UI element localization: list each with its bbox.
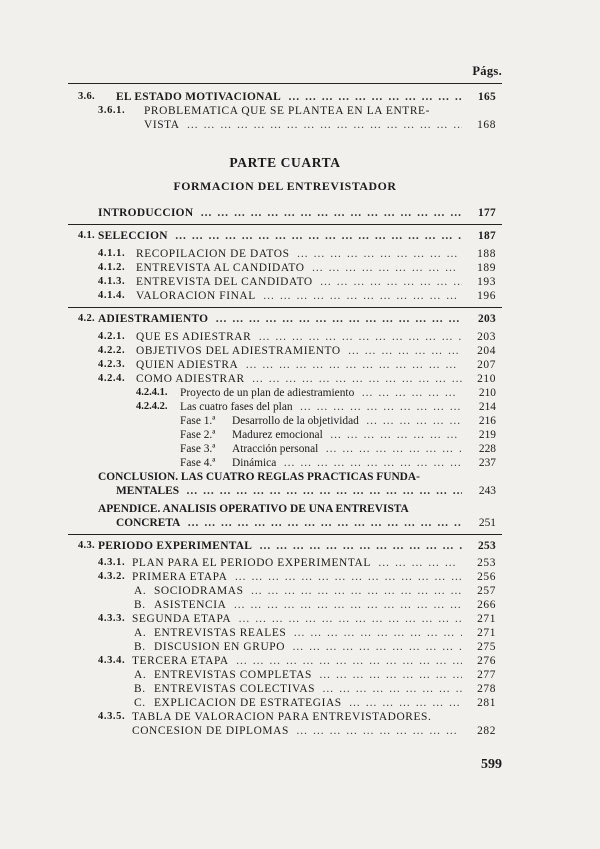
entry-page: 251 [478,517,496,529]
phase-label: Fase 1.ª [180,415,216,427]
entry-page: 243 [478,485,496,497]
toc-entry-4-2-4 [68,372,502,386]
toc-entry-4-3-4-b [68,682,502,696]
entry-letter: B. [134,683,146,695]
toc-entry-fase-2 [68,428,502,442]
entry-page: 277 [477,669,496,681]
entry-number: 4.1. [78,230,95,241]
entry-letter: C. [134,697,146,709]
toc-entry-4-1-3 [68,275,502,289]
entry-title: ENTREVISTA AL CANDIDATO [136,262,308,274]
entry-title: TERCERA ETAPA [132,655,232,667]
part-subtitle: FORMACION DEL ENTREVISTADOR [173,179,397,193]
entry-title-line2: CONCRETA [116,517,183,529]
entry-title-line1: APENDICE. ANALISIS OPERATIVO DE UNA ENTREVISTA [98,503,409,515]
toc-entry-4-2 [68,312,502,326]
entry-page: 196 [477,290,496,302]
entry-title-line1: CONCLUSION. LAS CUATRO REGLAS PRACTICAS FUNDA- [98,471,420,483]
entry-number: 3.6.1. [98,105,126,116]
entry-number: 4.2.4.2. [136,401,168,412]
entry-title: EL ESTADO MOTIVACIONAL [116,91,284,103]
page-number: 599 [481,757,502,772]
toc-entry-4-2-3 [68,358,502,372]
entry-title: COMO ADIESTRAR [136,373,248,385]
entry-page: 187 [478,230,496,242]
entry-letter: A. [134,669,147,681]
toc-entry-3-6 [68,90,502,104]
entry-page: 177 [478,207,496,219]
entry-number: 4.2.4. [98,373,126,384]
entry-title: SELECCION [98,230,171,242]
entry-page: 228 [478,443,496,455]
toc-entry-4-3-4 [68,654,502,668]
header-rule [68,83,502,84]
entry-page: 203 [478,313,496,325]
toc-entry-4-3-5 [68,710,502,724]
toc-entry-intro [68,206,502,220]
pags-label: Págs. [472,64,502,78]
entry-page: 271 [477,627,496,639]
toc-entry-4-3 [68,539,502,553]
toc-entry-4-3-2 [68,570,502,584]
entry-title-line1: PROBLEMATICA QUE SE PLANTEA EN LA ENTRE- [144,105,430,117]
toc-entry-4-3-3-b [68,640,502,654]
entry-title: Madurez emocional [232,429,326,441]
entry-title-line1: TABLA DE VALORACION PARA ENTREVISTADORES. [132,711,432,723]
toc-entry-apendice [68,502,502,516]
phase-label: Fase 2.ª [180,429,216,441]
toc-entry-4-2-1 [68,330,502,344]
entry-page: 256 [477,571,496,583]
toc-entry-3-6-1 [68,104,502,118]
entry-number: 4.3.2. [98,571,126,582]
entry-letter: A. [134,585,147,597]
entry-page: 271 [477,613,496,625]
entry-page: 237 [478,457,496,469]
entry-title: Desarrollo de la objetividad [232,415,362,427]
entry-title-line2: MENTALES [116,485,182,497]
entry-number: 4.1.3. [98,276,126,287]
toc-entry-4-3-5-cont [68,724,502,738]
toc-entry-4-1-1 [68,247,502,261]
entry-title: QUIEN ADIESTRA [136,359,241,371]
entry-number: 4.3.1. [98,557,126,568]
entry-title: DISCUSION EN GRUPO [154,641,288,653]
entry-title: SOCIODRAMAS [154,585,247,597]
toc-entry-4-1 [68,229,502,243]
entry-page: 189 [477,262,496,274]
entry-number: 4.3. [78,540,95,551]
entry-letter: B. [134,641,146,653]
entry-page: 210 [478,387,496,399]
entry-page: 219 [478,429,496,441]
toc-entry-4-3-4-a [68,668,502,682]
entry-number: 4.2.3. [98,359,126,370]
entry-title: ENTREVISTAS COLECTIVAS [154,683,318,695]
entry-number: 4.3.5. [98,711,126,722]
entry-page: 216 [478,415,496,427]
entry-title: QUE ES ADIESTRAR [136,331,254,343]
entry-page: 204 [477,345,496,357]
toc-entry-conclusion [68,470,502,484]
entry-title: Dinámica [232,457,279,469]
toc-entry-4-2-4-2 [68,400,502,414]
entry-title-line2: CONCESION DE DIPLOMAS [132,725,292,737]
entry-number: 4.2.4.1. [136,387,168,398]
entry-number: 3.6. [78,91,95,102]
entry-page: 257 [477,585,496,597]
entry-title: RECOPILACION DE DATOS [136,248,293,260]
entry-title: ADIESTRAMIENTO [98,313,211,325]
toc-entry-3-6-1-cont [68,118,502,132]
entry-page: 203 [477,331,496,343]
toc-entry-4-1-4 [68,289,502,303]
entry-number: 4.2.2. [98,345,126,356]
entry-page: 168 [477,119,496,131]
divider [68,307,502,308]
entry-title: Atracción personal [232,443,321,455]
entry-title: OBJETIVOS DEL ADIESTRAMIENTO [136,345,344,357]
part-title: PARTE CUARTA [229,155,341,170]
entry-title: PLAN PARA EL PERIODO EXPERIMENTAL [132,557,374,569]
toc-entry-fase-3 [68,442,502,456]
entry-page: 278 [477,683,496,695]
entry-title: ENTREVISTA DEL CANDIDATO [136,276,316,288]
entry-number: 4.2.1. [98,331,126,342]
phase-label: Fase 3.ª [180,443,216,455]
entry-title: INTRODUCCION [98,207,196,219]
entry-page: 193 [477,276,496,288]
entry-letter: A. [134,627,147,639]
entry-title: EXPLICACION DE ESTRATEGIAS [154,697,345,709]
toc-entry-4-3-2-a [68,584,502,598]
entry-number: 4.1.4. [98,290,126,301]
divider [68,534,502,535]
entry-page: 165 [478,91,496,103]
toc-entry-4-2-4-1 [68,386,502,400]
entry-page: 266 [477,599,496,611]
entry-title: PERIODO EXPERIMENTAL [98,540,255,552]
entry-title: Las cuatro fases del plan [180,401,296,413]
entry-page: 210 [477,373,496,385]
entry-title: SEGUNDA ETAPA [132,613,234,625]
toc-entry-fase-1 [68,414,502,428]
toc-entry-4-3-2-b [68,598,502,612]
entry-page: 281 [477,697,496,709]
entry-page: 253 [477,557,496,569]
toc-entry-4-3-3-a [68,626,502,640]
toc-entry-4-1-2 [68,261,502,275]
toc-entry-4-3-1 [68,556,502,570]
divider [68,224,502,225]
toc-entry-4-2-2 [68,344,502,358]
entry-title: Proyecto de un plan de adiestramiento [180,387,357,399]
entry-title: PRIMERA ETAPA [132,571,230,583]
entry-page: 188 [477,248,496,260]
entry-letter: B. [134,599,146,611]
phase-label: Fase 4.ª [180,457,216,469]
entry-title: ASISTENCIA [154,599,229,611]
toc-entry-4-3-4-c [68,696,502,710]
table-of-contents [68,90,502,738]
toc-entry-conclusion-cont [68,484,502,498]
entry-page: 282 [477,725,496,737]
entry-number: 4.3.3. [98,613,126,624]
entry-number: 4.1.2. [98,262,126,273]
toc-entry-apendice-cont [68,516,502,530]
entry-page: 275 [477,641,496,653]
entry-page: 276 [477,655,496,667]
entry-title: ENTREVISTAS COMPLETAS [154,669,315,681]
toc-entry-fase-4 [68,456,502,470]
entry-title: ENTREVISTAS REALES [154,627,289,639]
entry-number: 4.1.1. [98,248,126,259]
entry-page: 214 [478,401,496,413]
entry-page: 253 [478,540,496,552]
entry-number: 4.3.4. [98,655,126,666]
entry-title: VALORACION FINAL [136,290,259,302]
entry-title-line2: VISTA [144,119,183,131]
toc-entry-4-3-3 [68,612,502,626]
entry-page: 207 [477,359,496,371]
entry-number: 4.2. [78,313,95,324]
